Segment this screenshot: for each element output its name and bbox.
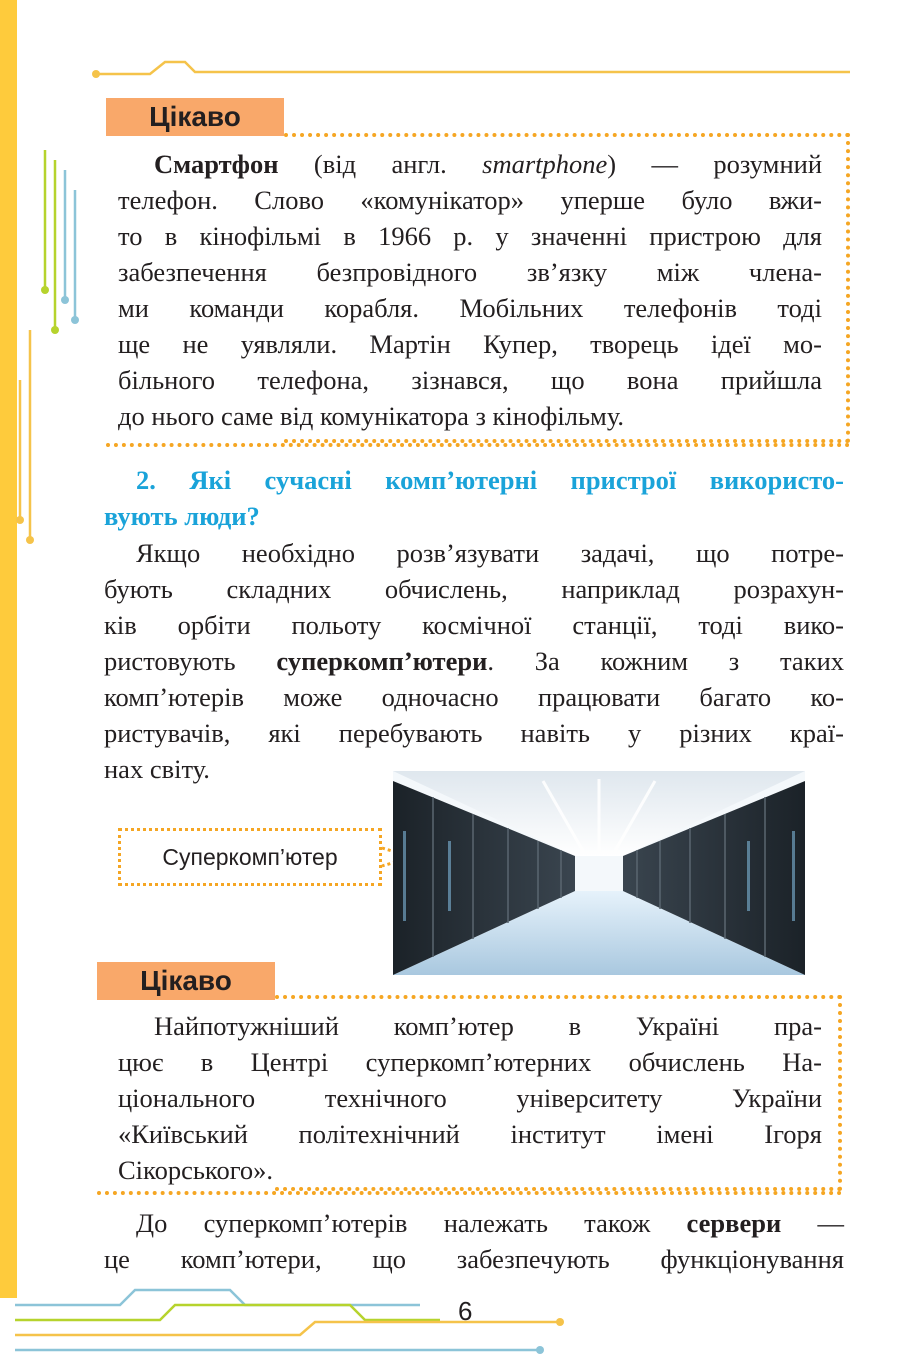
- term-supercomputers: суперкомп’ютери: [276, 646, 488, 676]
- box2-bottom-rule: [97, 1191, 842, 1195]
- box1-line: то в кінофільмі в 1966 р. у значенні пристрою для: [118, 221, 822, 251]
- paragraph-line: нах світу.: [104, 754, 210, 784]
- paragraph-line: До суперкомп’ютерів належать також сервери —: [136, 1208, 844, 1238]
- box1-label: Цікаво: [106, 98, 284, 136]
- paragraph-line: це комп’ютери, що забезпечують функціонування: [104, 1244, 844, 1274]
- paragraph-line: бують складних обчислень, наприклад розрахун-: [104, 574, 844, 604]
- box1-line: телефон. Слово «комунікатор» уперше було вжи-: [118, 185, 822, 215]
- box1-line: Смартфон (від англ. smartphone) — розумний: [154, 149, 822, 179]
- paragraph-line: комп’ютерів може одночасно працювати багато ко-: [104, 682, 844, 712]
- box1-line: ми команди корабля. Мобільних телефонів тоді: [118, 293, 822, 323]
- term-servers: сервери: [686, 1208, 782, 1238]
- box1-line: ще не уявляли. Мартін Купер, творець ідеї мо-: [118, 329, 822, 359]
- figure-caption: Суперкомп’ютер: [118, 828, 382, 886]
- box1-bottom-rule: [106, 443, 850, 447]
- box2-line: Найпотужніший комп’ютер в Україні пра-: [154, 1011, 822, 1041]
- page-number: 6: [458, 1296, 473, 1326]
- section-heading: 2. Які сучасні комп’ютерні пристрої використо- вують люди?: [104, 465, 844, 531]
- box1-line: до нього саме від комунікатора з кінофільму.: [118, 401, 625, 431]
- paragraph-line: ків орбіти польоту космічної станції, тоді вико-: [104, 610, 844, 640]
- box1-line: більного телефона, зізнався, що вона прийшла: [118, 365, 822, 395]
- paragraph-line: ристувачів, які перебувають навіть у різних краї-: [104, 718, 844, 748]
- supercomputer-photo: [393, 771, 805, 975]
- box2-label: Цікаво: [97, 962, 275, 1000]
- box1-text: [118, 146, 822, 434]
- closing-paragraph: [104, 1205, 844, 1277]
- box2-line: ціонального технічного університету України: [118, 1083, 822, 1113]
- term-smartphone: Смартфон: [154, 149, 279, 179]
- paragraph-line: Якщо необхідно розв’язувати задачі, що потре-: [136, 538, 844, 568]
- paragraph-line: ристовують суперкомп’ютери. За кожним з таких: [104, 646, 844, 676]
- box2-text: [118, 1008, 822, 1188]
- box2-line: «Київський політехнічний інститут імені Ігоря: [118, 1119, 822, 1149]
- box2-line: цює в Центрі суперкомп’ютерних обчислень На-: [118, 1047, 822, 1077]
- box1-line: забезпечення безпровідного зв’язку між члена-: [118, 257, 822, 287]
- box2-line: Сікорського».: [118, 1155, 274, 1185]
- section2-paragraph: [104, 535, 844, 787]
